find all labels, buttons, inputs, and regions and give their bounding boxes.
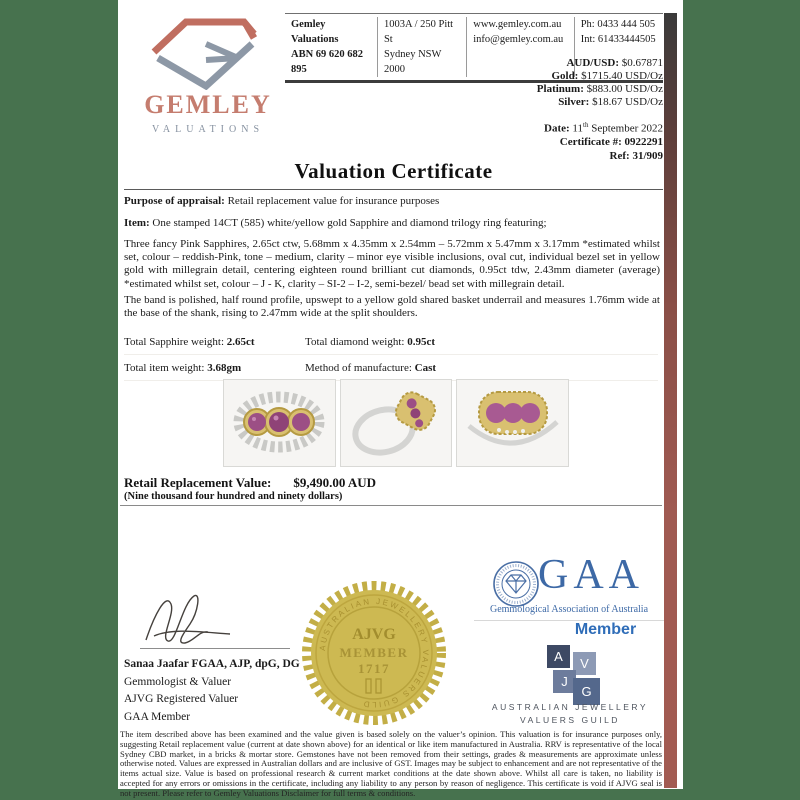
retail-value-label: Retail Replacement Value: bbox=[124, 475, 272, 490]
description-paragraph-2: The band is polished, half round profile, upswept to a yellow gold shared basket underrail and measures 1.76mm wide at the base of the shank, rising to 2.47mm wide at the split shoulders. bbox=[124, 294, 660, 320]
rate-audusd: AUD/USD: $0.67871 bbox=[566, 57, 663, 69]
seal-line-2: MEMBER bbox=[339, 645, 409, 660]
metal-rates bbox=[537, 57, 663, 109]
page-title: Valuation Certificate bbox=[294, 159, 493, 183]
gaa-association-name: Gemmological Association of Australia bbox=[489, 604, 649, 615]
ajvg-letter-v: V bbox=[580, 656, 589, 671]
signature-line bbox=[140, 648, 290, 649]
certificate-meta bbox=[544, 119, 663, 163]
page-edge-shadow bbox=[664, 13, 677, 788]
item-line: Item: One stamped 14CT (585) white/yellow gold Sapphire and diamond trilogy ring featuring; bbox=[124, 217, 547, 229]
ajvg-letter-a: A bbox=[554, 649, 563, 664]
valuer-credentials bbox=[124, 656, 300, 726]
item-weight: Total item weight: 3.68gm bbox=[124, 361, 242, 374]
retail-value-amount: $9,490.00 AUD bbox=[293, 475, 377, 490]
address-street: 1003A / 250 Pitt St bbox=[383, 19, 454, 45]
diamond-weight: Total diamond weight: 0.95ct bbox=[305, 335, 435, 348]
description-paragraph-1: Three fancy Pink Sapphires, 2.65ct ctw, 5.68mm x 4.35mm x 2.54mm – 5.72mm x 5.47mm x 3.17mm *estimated whilst set, colour – reddish-Pink, tone – medium, clarity – minor eye visible inclusions, oval cut, individual bezel set in yellow gold with millegrain detail, centering eighteen round brilliant cut diamonds, 0.95ct tdw, 2.43mm diameter (average) *estimated whilst set, colour – J - K, clarity – SI-2 – I-2, semi-bezel/ bead set with millegrain detail. bbox=[124, 238, 660, 290]
certificate-page bbox=[118, 0, 683, 798]
phone: Ph: 0433 444 505 bbox=[580, 19, 656, 30]
ring-back-view-image bbox=[459, 382, 567, 464]
spec-row-weights bbox=[124, 329, 658, 355]
seal-line-1: AJVG bbox=[352, 626, 396, 643]
ajvg-square-a bbox=[547, 645, 570, 668]
company-abn: ABN 69 620 682 895 bbox=[291, 49, 364, 75]
ring-photo-top-view bbox=[223, 379, 336, 467]
address-city: Sydney NSW 2000 bbox=[383, 49, 442, 75]
disclaimer-text: The item described above has been examined and the value given is based solely on the valuer’s opinion. This valuation is for insurance purposes only, suggesting Retail replacement value (current at date shown above) for an identical or like item manufactured in Australia. RRV is representative of the local Sydney CBD market, in a bricks & mortar store. Gemstones have not been removed from their settings, grades & measurements are approximate unless otherwise noted. Values are expressed in Australian dollars and are inclusive of GST. Images may be subject to enhancement and are not representative of the items actual size. Value is based on professional research & current market conditions at the date shown above. Whilst all care is taken, no liability is accepted for any errors or omissions in the certificate, including any liability to any person by reason of negligence. This certificate is void if AJVG seal is not present. Please refer to Gemley Valuations Disclaimer for full terms & conditions. bbox=[120, 729, 662, 798]
spec-table bbox=[124, 329, 658, 381]
seal-ring-text: AUSTRALIAN JEWELLERY VALUERS GUILD bbox=[317, 596, 431, 710]
phone-intl: Int: 61433444505 bbox=[580, 34, 656, 45]
ajvg-guild-name bbox=[470, 701, 670, 727]
guild-line-2: VALUERS GUILD bbox=[520, 715, 620, 725]
ring-photo-back-view bbox=[456, 379, 569, 467]
gemley-diamond-icon bbox=[148, 14, 260, 90]
valuer-title-3: GAA Member bbox=[124, 710, 191, 723]
purpose-line: Purpose of appraisal: Retail replacement value for insurance purposes bbox=[124, 195, 440, 207]
rate-gold: Gold: $1715.40 USD/Oz bbox=[551, 70, 663, 82]
retail-value-words: (Nine thousand four hundred and ninety dollars) bbox=[124, 491, 343, 502]
gaa-acronym: GAA bbox=[538, 552, 644, 598]
website: www.gemley.com.au bbox=[473, 19, 562, 30]
ajvg-gold-seal-icon bbox=[298, 577, 450, 729]
ring-top-view-image bbox=[225, 382, 333, 464]
email: info@gemley.com.au bbox=[473, 34, 564, 45]
manufacture-method: Method of manufacture: Cast bbox=[305, 361, 437, 374]
ajvg-letter-g: G bbox=[581, 684, 592, 699]
company-name: Gemley Valuations bbox=[291, 19, 339, 45]
brand-tagline: VALUATIONS bbox=[151, 124, 265, 135]
sapphire-weight: Total Sapphire weight: 2.65ct bbox=[124, 335, 255, 348]
gaa-emblem-icon bbox=[492, 560, 540, 608]
ring-photo-strip bbox=[223, 379, 569, 467]
certificate-ref: Ref: 31/909 bbox=[609, 149, 663, 162]
rate-platinum: Platinum: $883.00 USD/Oz bbox=[536, 83, 663, 95]
ajvg-square-v bbox=[573, 652, 596, 675]
ring-photo-side-view bbox=[340, 379, 453, 467]
valuer-title-1: Gemmologist & Valuer bbox=[124, 675, 232, 688]
spec-row-item bbox=[124, 355, 658, 381]
certificate-date: Date: 11th September 2022 bbox=[544, 121, 663, 135]
title-divider bbox=[124, 189, 663, 190]
guild-line-1: AUSTRALIAN JEWELLERY bbox=[491, 702, 649, 712]
retail-value-line bbox=[124, 475, 376, 491]
valuer-name: Sanaa Jaafar FGAA, AJP, dpG, DG bbox=[124, 658, 300, 670]
rate-silver: Silver: $18.67 USD/Oz bbox=[558, 96, 663, 108]
seal-line-3: 1717 bbox=[358, 661, 390, 676]
value-divider bbox=[120, 505, 662, 506]
valuer-signature bbox=[138, 586, 253, 648]
valuer-title-2: AJVG Registered Valuer bbox=[124, 693, 239, 705]
gaa-member-label: Member bbox=[574, 621, 637, 638]
ajvg-letter-j: J bbox=[561, 674, 568, 689]
contact-company bbox=[285, 17, 377, 77]
brand-name: GEMLEY bbox=[144, 90, 272, 119]
ring-side-view-image bbox=[342, 382, 450, 464]
certificate-number: Certificate #: 0922291 bbox=[559, 136, 663, 149]
contact-address bbox=[377, 17, 466, 77]
